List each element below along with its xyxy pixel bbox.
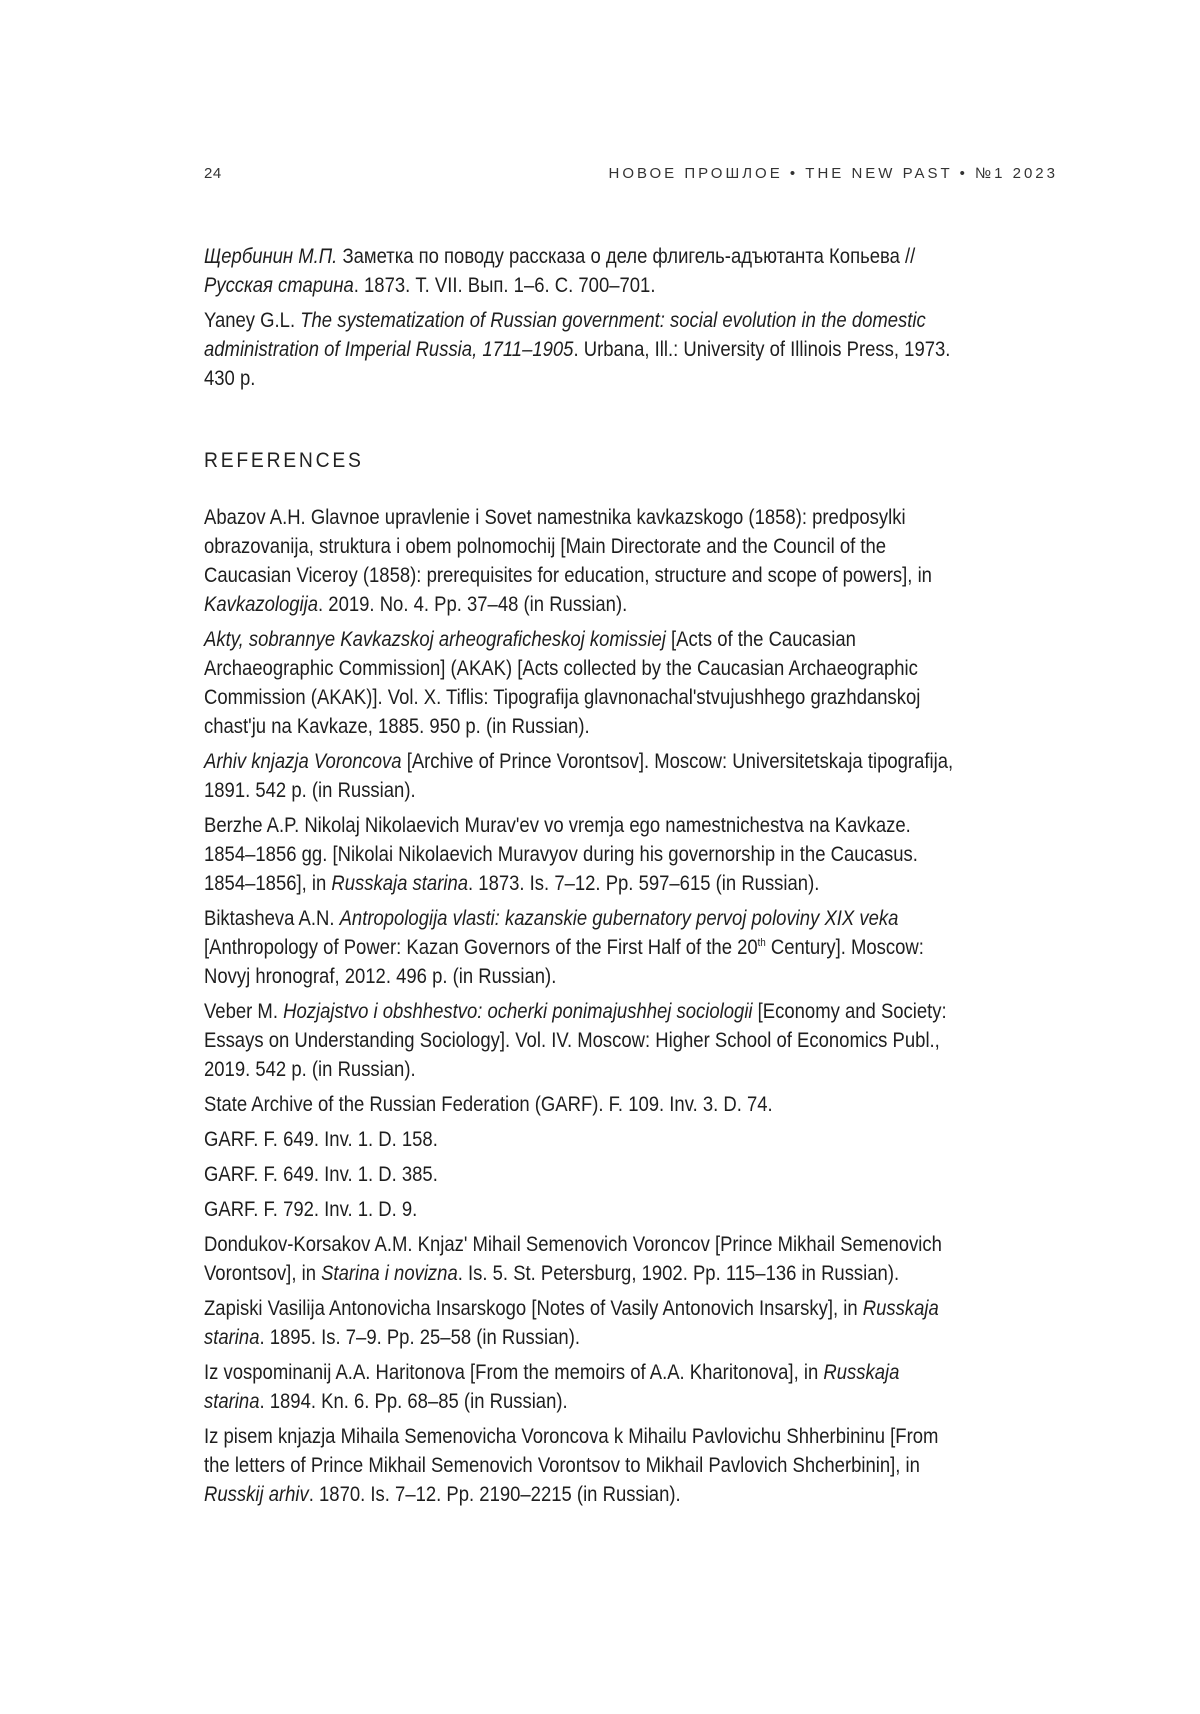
reference-entry [204, 1090, 963, 1119]
entry-lead: GARF. F. 649. Inv. 1. D. 158. [204, 1128, 438, 1151]
entry-tail: Century]. Moscow: Novyj hronograf, 2012. 496 p. (in Russian). [204, 936, 924, 988]
entry-author: Yaney G.L. [204, 309, 301, 332]
entry-lead: Iz vospominanij A.A. Haritonova [From the memoirs of A.A. Kharitonova], in [204, 1361, 824, 1384]
references-heading: REFERENCES [204, 449, 364, 472]
reference-entry [204, 1422, 963, 1509]
entry-tail: [Economy and Society: Essays on Understanding Sociology]. Vol. IV. Moscow: Higher School of Economics Publ., 2019. 542 p. (in Russian). [204, 1000, 947, 1081]
bibliography-tail [204, 242, 963, 399]
entry-lead: Berzhe A.P. Nikolaj Nikolaevich Murav'ev vo vremja ego namestnichestva na Kavkaze. 1854–1856 gg. [Nikolai Nikolaevich Muravyov during his governorship in the Caucasus. 1854–1856], in [204, 814, 918, 895]
entry-lead: Biktasheva A.N. [204, 907, 340, 930]
entry-lead: Dondukov-Korsakov A.M. Knjaz' Mihail Semenovich Voroncov [Prince Mikhail Semenovich Vorontsov], in [204, 1233, 942, 1285]
reference-entry [204, 503, 963, 619]
reference-entry [204, 1294, 963, 1352]
entry-lead: GARF. F. 649. Inv. 1. D. 385. [204, 1163, 438, 1186]
superscript: th [757, 937, 766, 949]
entry-lead: State Archive of the Russian Federation (GARF). F. 109. Inv. 3. D. 74. [204, 1093, 773, 1116]
entry-italic: Russkaja starina [204, 1297, 939, 1349]
reference-entry [204, 904, 963, 991]
page-number: 24 [204, 165, 222, 182]
entry-tail: . 1873. Т. VII. Вып. 1–6. С. 700–701. [353, 274, 656, 297]
reference-entry [204, 625, 963, 741]
reference-entry [204, 1125, 963, 1154]
entry-text: Заметка по поводу рассказа о деле флигель-адъютанта Копьева // [337, 245, 916, 268]
entry-italic: Russkaja starina [331, 872, 469, 895]
bibliography-entry [204, 242, 963, 300]
entry-italic: Antropologija vlasti: kazanskie gubernatory pervoj poloviny XIX veka [339, 907, 899, 930]
entry-tail: . 1895. Is. 7–9. Pp. 25–58 (in Russian). [259, 1326, 580, 1349]
entry-title: The systematization of Russian government: social evolution in the domestic administration of Imperial Russia, 1711–1905 [204, 309, 926, 361]
reference-entry [204, 1160, 963, 1189]
entry-italic: Hozjajstvo i obshhestvo: ocherki ponimajushhej sociologii [283, 1000, 753, 1023]
entry-tail: [Archive of Prince Vorontsov]. Moscow: Universitetskaja tipografija, 1891. 542 p. (in Russian). [204, 750, 954, 802]
entry-lead: Abazov A.H. Glavnoe upravlenie i Sovet namestnika kavkazskogo (1858): predposylki obrazovanija, struktura i obem polnomochij [Main Directorate and the Council of the Caucasian Viceroy (1858): prerequisites for education, structure and scope of powers], in [204, 506, 932, 587]
reference-entry [204, 997, 963, 1084]
entry-italic: Russkij arhiv [204, 1483, 309, 1506]
entry-italic: Arhiv knjazja Voroncova [204, 750, 402, 773]
entry-italic: Kavkazologija [204, 593, 319, 616]
entry-source: Русская старина [204, 274, 354, 297]
entry-lead: Zapiski Vasilija Antonovicha Insarskogo [Notes of Vasily Antonovich Insarsky], in [204, 1297, 863, 1320]
running-head [204, 165, 1058, 187]
reference-entry [204, 747, 963, 805]
entry-tail: . 1894. Kn. 6. Pp. 68–85 (in Russian). [259, 1390, 568, 1413]
entry-tail: . 2019. No. 4. Pp. 37–48 (in Russian). [318, 593, 628, 616]
entry-tail: . Is. 5. St. Petersburg, 1902. Pp. 115–136 in Russian). [457, 1262, 900, 1285]
entry-italic: Russkaja starina [204, 1361, 900, 1413]
entry-tail: . 1873. Is. 7–12. Pp. 597–615 (in Russian). [468, 872, 820, 895]
entry-italic: Starina i novizna [321, 1262, 458, 1285]
entry-italic: Akty, sobrannye Kavkazskoj arheograficheskoj komissiej [204, 628, 666, 651]
reference-entry [204, 811, 963, 898]
bibliography-entry [204, 306, 963, 393]
entry-lead: Veber M. [204, 1000, 284, 1023]
references-list [204, 503, 963, 1515]
entry-tail: . 1870. Is. 7–12. Pp. 2190–2215 (in Russian). [308, 1483, 681, 1506]
entry-lead: GARF. F. 792. Inv. 1. D. 9. [204, 1198, 418, 1221]
entry-tail: . Urbana, Ill.: University of Illinois Press, 1973. 430 p. [204, 338, 951, 390]
entry-tail-pre: [Anthropology of Power: Kazan Governors of the First Half of the 20 [204, 936, 758, 959]
entry-tail: [Acts of the Caucasian Archaeographic Commission] (AKAK) [Acts collected by the Caucasian Archaeographic Commission (AKAK)]. Vol. X. Tiflis: Tipografija glavnonachal'stvujushhego grazhdanskoj chast'ju na Kavkaze, 1885. 950 p. (in Russian). [204, 628, 921, 738]
entry-lead: Iz pisem knjazja Mihaila Semenovicha Voroncova k Mihailu Pavlovichu Shherbininu [From the letters of Prince Mikhail Semenovich Vorontsov to Mikhail Pavlovich Shcherbinin], in [204, 1425, 939, 1477]
reference-entry [204, 1230, 963, 1288]
journal-title: НОВОЕ ПРОШЛОЕ • THE NEW PAST • №1 2023 [608, 165, 1058, 182]
reference-entry [204, 1195, 963, 1224]
reference-entry [204, 1358, 963, 1416]
entry-author: Щербинин М.П. [204, 245, 338, 268]
